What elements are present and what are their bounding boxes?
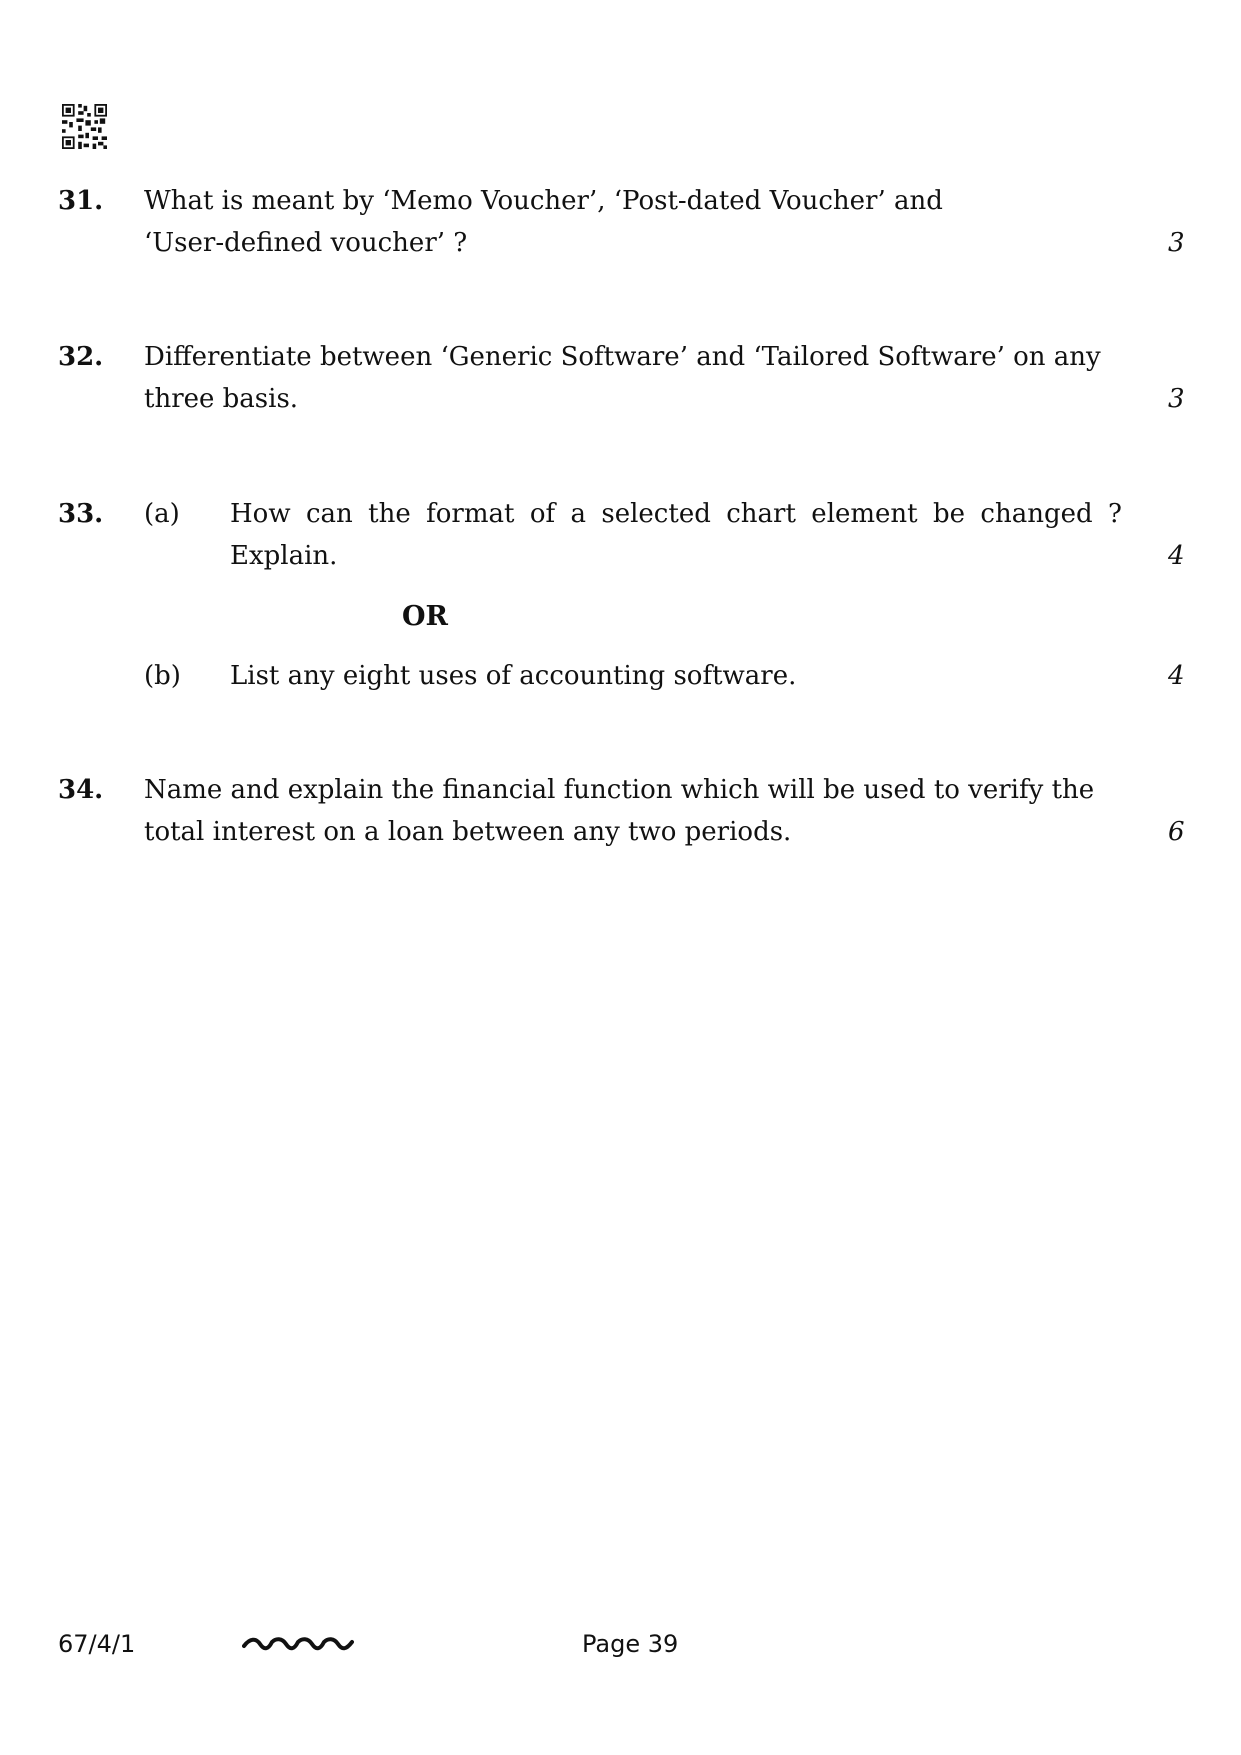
question-text-line: Differentiate between ‘Generic Software’ and ‘Tailored Software’ on any [144, 342, 1101, 372]
or-separator: OR [402, 601, 448, 632]
question-text-line: ‘User-defined voucher’ ? [144, 228, 468, 258]
marks-value: 3 [1168, 228, 1185, 258]
question-number: 34. [58, 775, 104, 805]
question-number: 31. [58, 186, 104, 216]
question-number: 32. [58, 342, 104, 372]
sub-question-text-line: How can the format of a selected chart element be changed ? [230, 499, 1122, 529]
marks-value: 3 [1168, 384, 1185, 414]
sub-question-label: (b) [144, 661, 181, 691]
question-number: 33. [58, 499, 104, 529]
question-text-line: Name and explain the financial function which will be used to verify the [144, 775, 1095, 805]
marks-value: 6 [1168, 817, 1185, 847]
question-text-line: total interest on a loan between any two periods. [144, 817, 792, 847]
marks-value: 4 [1168, 541, 1185, 571]
marks-value: 4 [1168, 661, 1185, 691]
sub-question-text-line: List any eight uses of accounting software. [230, 661, 797, 691]
wave-ornament-icon [242, 1634, 354, 1654]
qr-code-icon [62, 104, 107, 149]
question-text-line: What is meant by ‘Memo Voucher’, ‘Post-dated Voucher’ and [144, 186, 943, 216]
paper-code: 67/4/1 [58, 1630, 136, 1658]
sub-question-label: (a) [144, 499, 180, 529]
page-number: Page 39 [582, 1630, 679, 1658]
sub-question-text-line: Explain. [230, 541, 338, 571]
question-text-line: three basis. [144, 384, 299, 414]
